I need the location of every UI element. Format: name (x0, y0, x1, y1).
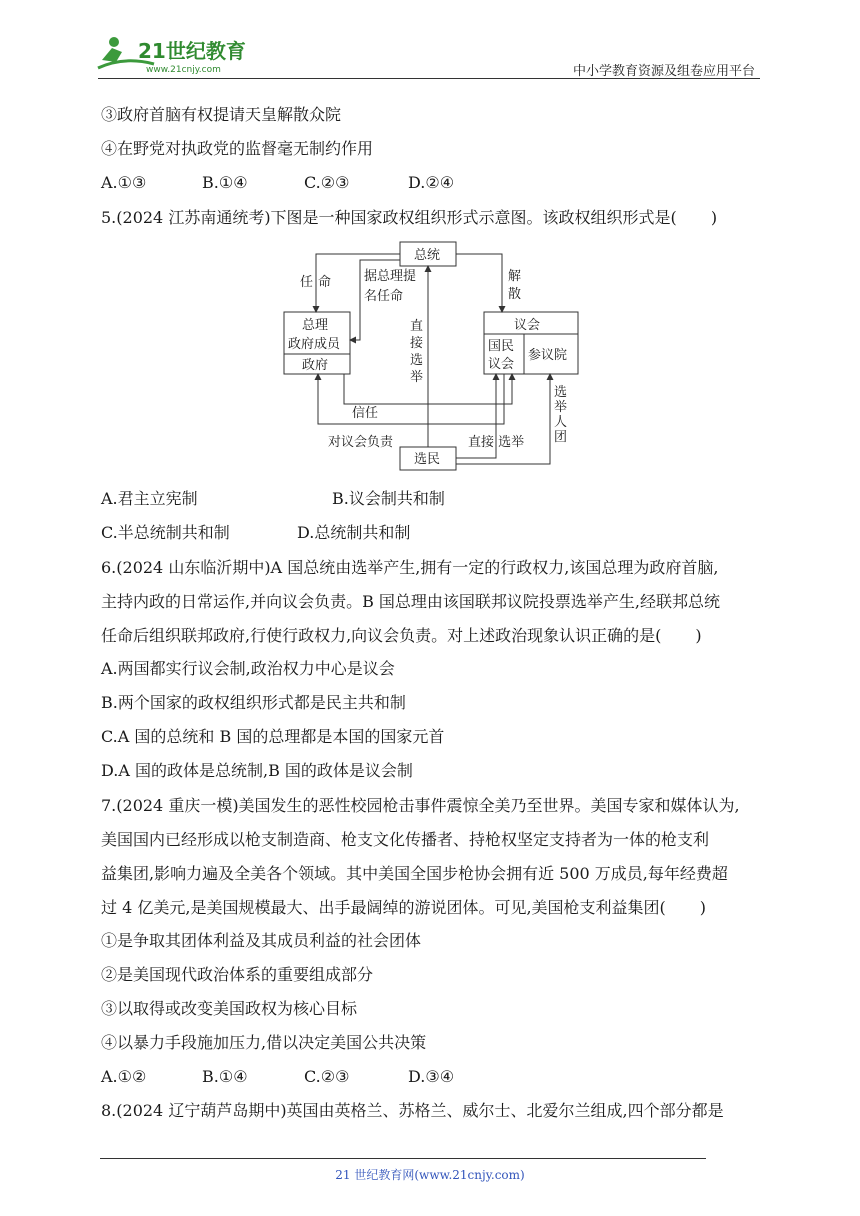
president-label: 总统 (414, 248, 441, 263)
q6-option-c: C.A 国的总统和 B 国的总理都是本国的国家元首 (101, 727, 445, 746)
q8-line-1: 8.(2024 辽宁葫芦岛期中)英国由英格兰、苏格兰、威尔士、北爱尔兰组成,四个部分都是 (101, 1101, 724, 1120)
logo-text: 21世纪教育 (138, 39, 246, 63)
q7-option-a: A.①② (101, 1067, 147, 1086)
svg-text:团: 团 (554, 430, 568, 445)
header-divider (98, 78, 760, 79)
q4-option-a: A.①③ (101, 173, 147, 192)
senate-label: 参议院 (528, 348, 568, 363)
logo-21cnjy (94, 34, 264, 76)
parliament-label: 议会 (514, 318, 541, 333)
platform-name: 中小学教育资源及组卷应用平台 (572, 64, 755, 79)
svg-text:接: 接 (410, 336, 424, 351)
gov-members-label: 政府成员 (288, 337, 341, 352)
logo-runner-body-icon (102, 48, 122, 62)
svg-text:直: 直 (410, 319, 424, 334)
q5-option-a: A.君主立宪制 (101, 489, 198, 508)
logo-url: www.21cnjy.com (146, 65, 221, 75)
q4-option-d: D.②④ (408, 173, 455, 192)
pm-label: 总理 (302, 318, 329, 333)
q7-option-c: C.②③ (304, 1067, 350, 1086)
svg-text:散: 散 (508, 287, 522, 302)
q6-option-a: A.两国都实行议会制,政治权力中心是议会 (101, 659, 395, 678)
national-assembly-line2: 议会 (488, 357, 515, 372)
q7-statement-4: ④以暴力手段施加压力,借以决定美国公共决策 (101, 1033, 427, 1052)
q7-line-4: 过 4 亿美元,是美国规模最大、出手最阔绰的游说团体。可见,美国枪支利益集团( ) (101, 898, 707, 917)
q5-stem (101, 207, 717, 229)
q5-stem-end: ) (710, 208, 718, 227)
government-structure-diagram (282, 240, 582, 472)
q6-line-1: 6.(2024 山东临沂期中)A 国总统由选举产生,拥有一定的行政权力,该国总理为政府首脑, (101, 558, 719, 577)
q4-statement-4: ④在野党对执政党的监督毫无制约作用 (101, 139, 374, 158)
q4-statement-3: ③政府首脑有权提请天皇解散众院 (101, 105, 342, 124)
q7-line-3: 益集团,影响力遍及全美各个领域。其中美国全国步枪协会拥有近 500 万成员,每年经费超 (101, 864, 728, 883)
q6-line-3: 任命后组织联邦政府,行使行政权力,向议会负责。对上述政治现象认识正确的是( ) (101, 626, 702, 645)
q7-statement-1: ①是争取其团体利益及其成员利益的社会团体 (101, 931, 422, 950)
voters-label: 选民 (414, 452, 441, 467)
svg-text:人: 人 (554, 415, 568, 430)
q6-option-b: B.两个国家的政权组织形式都是民主共和制 (101, 693, 406, 712)
q4-option-b: B.①④ (202, 173, 248, 192)
trust-label: 信任 (352, 406, 379, 421)
svg-text:举: 举 (554, 400, 568, 415)
q6-line-2: 主持内政的日常运作,并向议会负责。B 国总理由该国联邦议院投票选举产生,经联邦总统 (101, 592, 721, 611)
q5-option-b: B.议会制共和制 (332, 489, 445, 508)
svg-text:名任命: 名任命 (364, 289, 404, 304)
svg-text:选: 选 (554, 385, 568, 400)
q5-stem-text: 5.(2024 江苏南通统考)下图是一种国家政权组织形式示意图。该政权组织形式是( (101, 208, 677, 227)
q5-option-c: C.半总统制共和制 (101, 523, 230, 542)
svg-text:选: 选 (410, 353, 424, 368)
footer-divider (100, 1158, 706, 1159)
q7-option-d: D.③④ (408, 1067, 455, 1086)
national-assembly-line1: 国民 (488, 339, 515, 354)
responsible-label: 对议会负责 (328, 435, 394, 450)
q7-statement-3: ③以取得或改变美国政权为核心目标 (101, 999, 358, 1018)
q7-statement-2: ②是美国现代政治体系的重要组成部分 (101, 965, 374, 984)
q7-line-2: 美国国内已经形成以枪支制造商、枪支文化传播者、持枪权坚定支持者为一体的枪支利 (101, 830, 710, 849)
svg-text:命: 命 (318, 275, 332, 290)
direct-election-label: 直接 选举 (468, 435, 525, 450)
footer-link[interactable]: 21 世纪教育网(www.21cnjy.com) (335, 1168, 525, 1182)
page-header (0, 0, 860, 80)
svg-text:举: 举 (410, 370, 424, 385)
q6-option-d: D.A 国的政体是总统制,B 国的政体是议会制 (101, 761, 413, 780)
q7-line-1: 7.(2024 重庆一模)美国发生的恶性校园枪击事件震惊全美乃至世界。美国专家和媒体认为, (101, 796, 740, 815)
q5-option-d: D.总统制共和制 (297, 523, 411, 542)
svg-text:据总理提: 据总理提 (364, 269, 417, 284)
svg-text:任: 任 (300, 275, 314, 290)
q7-option-b: B.①④ (202, 1067, 248, 1086)
q4-option-c: C.②③ (304, 173, 350, 192)
svg-text:解: 解 (508, 269, 522, 284)
government-label: 政府 (302, 358, 329, 373)
logo-runner-head-icon (109, 37, 119, 47)
